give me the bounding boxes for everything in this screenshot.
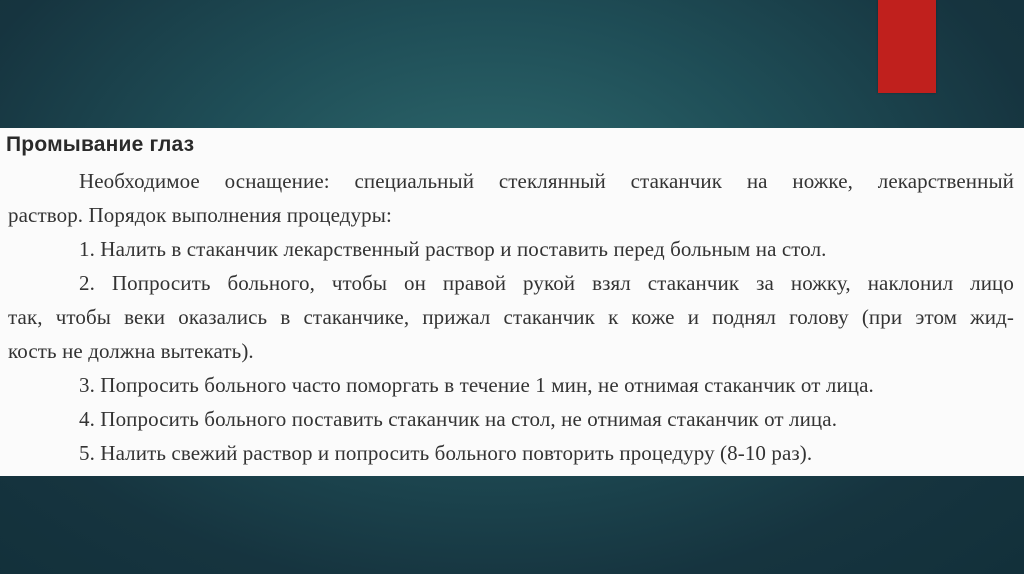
step-2: 2. Попросить больного, чтобы он правой рукой взял стаканчик за ножку, наклонил лицо xyxy=(79,271,1014,295)
step-3: 3. Попросить больного часто поморгать в течение 1 мин, не отнимая стаканчик от лица. xyxy=(79,373,874,397)
step-2-end: кость не должна вытекать). xyxy=(8,339,254,363)
red-accent-bar xyxy=(878,0,936,93)
equipment-line: Необходимое оснащение: специальный стеклянный стаканчик на ножке, лекарственный xyxy=(79,169,1014,193)
equipment-line-continued: раствор. Порядок выполнения процедуры: xyxy=(8,203,392,227)
step-2-continued: так, чтобы веки оказались в стаканчике, прижал стаканчик к коже и поднял голову (при этом жид- xyxy=(8,305,1014,329)
step-5: 5. Налить свежий раствор и попросить больного повторить процедуру (8-10 раз). xyxy=(79,441,813,465)
document-title: Промывание глаз xyxy=(6,133,195,156)
step-1: 1. Налить в стаканчик лекарственный раствор и поставить перед больным на стол. xyxy=(79,237,827,261)
step-4: 4. Попросить больного поставить стаканчик на стол, не отнимая стаканчик от лица. xyxy=(79,407,838,431)
document-image xyxy=(0,128,1024,476)
